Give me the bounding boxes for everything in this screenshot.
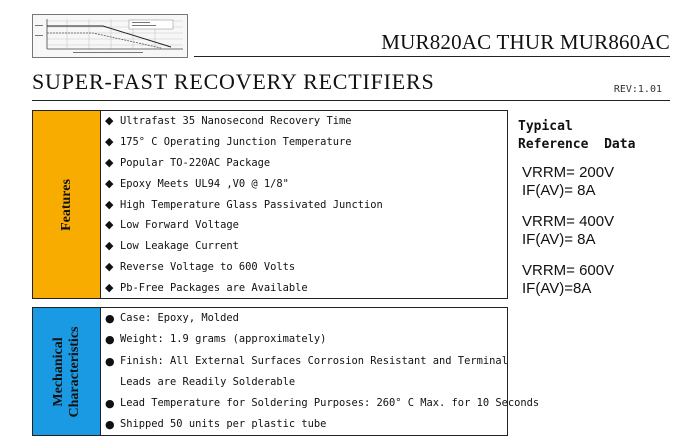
list-item: ◆ High Temperature Glass Passivated Junction xyxy=(104,195,507,216)
reference-group xyxy=(522,213,678,249)
features-band xyxy=(33,111,101,298)
list-item: ◆ Ultrafast 35 Nanosecond Recovery Time xyxy=(104,111,507,132)
list-item: ◆ Epoxy Meets UL94 ,V0 @ 1/8" xyxy=(104,174,507,195)
header-divider xyxy=(194,56,670,57)
round-bullet-icon: ● xyxy=(105,397,115,411)
diamond-bullet-icon: ◆ xyxy=(105,114,114,127)
round-bullet-icon: ● xyxy=(105,333,115,347)
list-item-continuation: Leads are Readily Solderable xyxy=(120,375,296,388)
list-item: ◆ Low Leakage Current xyxy=(104,236,507,257)
mechanical-band xyxy=(33,308,101,435)
diamond-bullet-icon: ◆ xyxy=(105,281,114,295)
derating-curve-thumbnail xyxy=(32,14,188,58)
mechanical-list xyxy=(104,308,540,436)
reference-group xyxy=(522,262,678,298)
part-number-title: MUR820AC THUR MUR860AC xyxy=(381,30,670,54)
ifav-value: IF(AV)=8A xyxy=(522,280,592,297)
list-item: ● Shipped 50 units per plastic tube xyxy=(104,414,507,435)
list-item: ◆ Low Forward Voltage xyxy=(104,215,507,236)
diamond-bullet-icon: ◆ xyxy=(105,176,114,190)
list-item: ◆ Popular TO-220AC Package xyxy=(104,153,507,174)
list-item: ● Case: Epoxy, Molded xyxy=(104,308,507,329)
list-item: ◆ Reverse Voltage to 600 Volts xyxy=(104,257,507,278)
list-item: ● Weight: 1.9 grams (approximately) xyxy=(104,329,507,350)
round-bullet-icon: ● xyxy=(105,418,115,432)
vrrm-value: VRRM= 200V xyxy=(522,164,615,181)
diamond-bullet-icon: ◆ xyxy=(105,197,114,211)
page-title: SUPER-FAST RECOVERY RECTIFIERS xyxy=(32,69,435,94)
reference-data-panel xyxy=(518,118,678,298)
derating-curve-icon xyxy=(33,15,187,57)
vrrm-value: VRRM= 600V xyxy=(522,262,615,279)
reference-heading-line1: Typical xyxy=(518,119,573,134)
features-section xyxy=(32,110,508,299)
vrrm-value: VRRM= 400V xyxy=(522,213,615,230)
diamond-bullet-icon: ◆ xyxy=(105,239,114,253)
list-item: ● Lead Temperature for Soldering Purposes: 260° C Max. for 10 Seconds xyxy=(104,393,507,414)
mechanical-label: Mechanical Characteristics xyxy=(50,326,82,417)
reference-group xyxy=(522,164,678,200)
features-label: Features xyxy=(58,178,74,231)
diamond-bullet-icon: ◆ xyxy=(105,218,114,232)
title-divider xyxy=(32,100,670,101)
diamond-bullet-icon: ◆ xyxy=(105,260,114,274)
diamond-bullet-icon: ◆ xyxy=(105,134,114,148)
features-list xyxy=(104,111,507,299)
diamond-bullet-icon: ◆ xyxy=(105,155,114,169)
mechanical-section xyxy=(32,307,540,436)
revision-label: REV:1.01 xyxy=(613,84,662,95)
round-bullet-icon: ● xyxy=(105,312,115,325)
ifav-value: IF(AV)= 8A xyxy=(522,182,596,199)
round-bullet-icon: ● xyxy=(105,354,115,368)
list-item: ◆ 175° C Operating Junction Temperature xyxy=(104,132,507,153)
list-item: ◆ Pb-Free Packages are Available xyxy=(104,278,507,299)
list-item: ● Finish: All External Surfaces Corrosion Resistant and Terminal xyxy=(104,351,507,372)
ifav-value: IF(AV)= 8A xyxy=(522,231,596,248)
reference-heading-line2: Reference Data xyxy=(518,137,636,152)
